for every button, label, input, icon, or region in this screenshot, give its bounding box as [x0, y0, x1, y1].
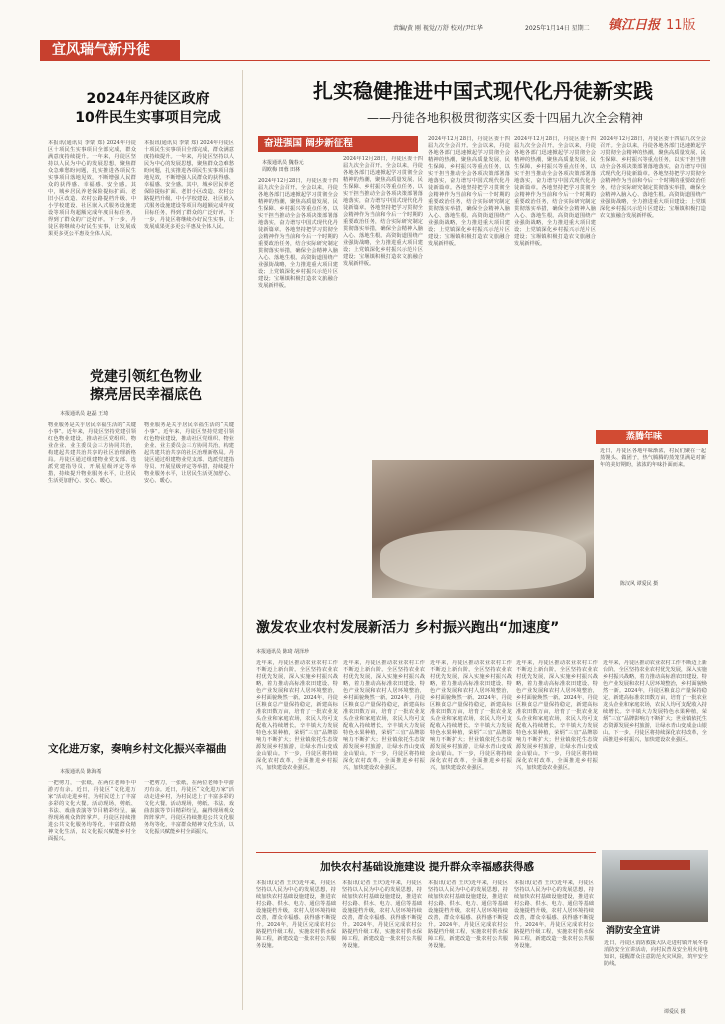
agri-body-col5: 近年来，丹徒区推动农业农村工作不断迈上新台阶。全区坚持农业农村优先发展，深入实施乡村振兴战略，着力推动高标准农田建设、特色产业发展和农村人居环境整治，乡村面貌焕然一新。2024年，丹徒区粮食总产量保持稳定，新建高标准农田数万亩，培育了一批农业龙头企业和家庭农场，农民人均可支配收入持续增长。辛丰镇大力发展特色水果种植，荣炳“三宜”品牌影响力不断扩大；世业镇依托生态资源发展乡村旅游，让绿水青山变成金山银山。下一步，丹徒区将持续深化农村改革，全面推进乡村振兴，加快建设农业强区。: [603, 660, 707, 743]
agri-body-col1: 近年来，丹徒区推动农业农村工作不断迈上新台阶。全区坚持农业农村优先发展，深入实施乡村振兴战略，着力推动高标准农田建设、特色产业发展和农村人居环境整治，乡村面貌焕然一新。2024年，丹徒区粮食总产量保持稳定，新建高标准农田数万亩，培育了一批农业龙头企业和家庭农场，农民人均可支配收入持续增长。辛丰镇大力发展特色水果种植，荣炳“三宜”品牌影响力不断扩大；世业镇依托生态资源发展乡村旅游，让绿水青山变成金山银山。下一步，丹徒区将持续深化农村改革，全面推进乡村振兴，加快建设农业强区。: [256, 660, 338, 771]
masthead-info: 责编/黄 刚 视觉/万舒 校对/尹红华: [393, 25, 483, 32]
masthead-rule: [40, 60, 710, 61]
fire-caption: 近日，丹徒区消防救援大队走进村镇开展冬春消防安全宣讲活动，向村民普及安全用火用电知识，提醒群众注意防范火灾风险，筑牢安全防线。: [604, 940, 708, 967]
health-title: 加快农村基础设施建设 提升群众幸福感获得感: [320, 861, 534, 873]
sidebar-photo: [372, 460, 594, 598]
steamer-shape: [380, 530, 586, 590]
agri-body-col2: 近年来，丹徒区推动农业农村工作不断迈上新台阶。全区坚持农业农村优先发展，深入实施乡村振兴战略，着力推动高标准农田建设、特色产业发展和农村人居环境整治，乡村面貌焕然一新。2024年，丹徒区粮食总产量保持稳定，新建高标准农田数万亩，培育了一批农业龙头企业和家庭农场，农民人均可支配收入持续增长。辛丰镇大力发展特色水果种植，荣炳“三宜”品牌影响力不断扩大；世业镇依托生态资源发展乡村旅游，让绿水青山变成金山银山。下一步，丹徒区将持续深化农村改革，全面推进乡村振兴，加快建设农业强区。: [343, 660, 425, 771]
health-body-col3: 本报讯(记者 王庆)近年来，丹徒区坚持以人民为中心的发展思想，持续加快农村基础设施建设，推进农村公路、供水、电力、通信等基础设施提档升级，农村人居环境持续改善，群众幸福感、获得感不断提升。2024年，丹徒区完成农村公路提档升级工程，实施农村供水保障工程，新建改造一批农村公共服务设施。: [428, 880, 508, 949]
masthead: [0, 0, 725, 58]
sidebar-caption: 近日，丹徒区各地年味渐浓，村民们聚在一起蒸馒头、做团子，热气腾腾的蒸笼里满是对新年的美好期盼，浓浓的年味扑面而来。: [600, 448, 706, 468]
middle-left-byline: 本报通讯员 赵磊 王琦: [60, 411, 109, 417]
top-left-title: 2024年丹徒区政府 10件民生实事项目完成: [75, 91, 221, 126]
agri-byline: 本报通讯员 陈琦 胡泽珍: [256, 649, 310, 655]
sidebar-credit: 陈汉风 谭爱民 摄: [620, 581, 659, 587]
lead-body-col1: 2024年12月28日，丹徒区委十四届九次全会召开。全会以来，丹徒各地各部门迅速掀起学习贯彻全会精神的热潮，聚焦高质量发展、民生保障、乡村振兴等重点任务，以实干担当推动全会各项决策部署落地落实，奋力谱写中国式现代化丹徒新篇章。各地坚持把学习贯彻全会精神作为当前和今后一个时期的重要政治任务，结合实际研究制定贯彻落实举措，确保全会精神入脑入心、落地生根。高资街道围绕产业强街战略，全力推进重大项目建设；上党镇深化乡村振兴示范片区建设；宝堰镇积极打造农文旅融合发展新样板。: [258, 178, 338, 289]
fire-photo: [602, 850, 708, 922]
health-body-col4: 本报讯(记者 王庆)近年来，丹徒区坚持以人民为中心的发展思想，持续加快农村基础设施建设，推进农村公路、供水、电力、通信等基础设施提档升级，农村人居环境持续改善，群众幸福感、获得感不断提升。2024年，丹徒区完成农村公路提档升级工程，实施农村供水保障工程，新建改造一批农村公共服务设施。: [514, 880, 594, 949]
lead-body-col2: 2024年12月28日，丹徒区委十四届九次全会召开。全会以来，丹徒各地各部门迅速掀起学习贯彻全会精神的热潮，聚焦高质量发展、民生保障、乡村振兴等重点任务，以实干担当推动全会各项决策部署落地落实，奋力谱写中国式现代化丹徒新篇章。各地坚持把学习贯彻全会精神作为当前和今后一个时期的重要政治任务，结合实际研究制定贯彻落实举措，确保全会精神入脑入心、落地生根。高资街道围绕产业强街战略，全力推进重大项目建设；上党镇深化乡村振兴示范片区建设；宝堰镇积极打造农文旅融合发展新样板。: [343, 156, 423, 267]
agri-body-col4: 近年来，丹徒区推动农业农村工作不断迈上新台阶。全区坚持农业农村优先发展，深入实施乡村振兴战略，着力推动高标准农田建设、特色产业发展和农村人居环境整治，乡村面貌焕然一新。2024年，丹徒区粮食总产量保持稳定，新建高标准农田数万亩，培育了一批农业龙头企业和家庭农场，农民人均可支配收入持续增长。辛丰镇大力发展特色水果种植，荣炳“三宜”品牌影响力不断扩大；世业镇依托生态资源发展乡村旅游，让绿水青山变成金山银山。下一步，丹徒区将持续深化农村改革，全面推进乡村振兴，加快建设农业强区。: [516, 660, 598, 771]
top-left-body: 本报讯(通讯员 李蒙 郑) 2024年丹徒区十项民生实事项目全部完成，群众满意度持续提升。一年来，丹徒区坚持以人民为中心的发展思想，聚焦群众急难愁盼问题，扎实推进各项民生实事项目落地见效，不断增强人民群众的获得感、幸福感、安全感。其中，城乡居民养老保险提标扩面、老旧小区改造、农村公路提档升级、中小学校建设、社区嵌入式服务设施建设等项目均超额完成年度目标任务，得到了群众的广泛好评。下一步，丹徒区将继续办好民生实事，让发展成果更多更公平惠及全体人民。: [48, 140, 136, 237]
middle-left-title: 党建引领红色物业 擦亮居民幸福底色: [90, 369, 202, 403]
agri-title: 激发农业农村发展新活力 乡村振兴跑出“加速度”: [256, 620, 560, 636]
bottom-left-body-2: 一把剪刀，一张纸，在两位老师手中游刃有余。近日，丹徒区“文化进万家”活动走进乡村，为村民送上了丰富多彩的文化大餐。活动现场，剪纸、书法、戏曲表演等节目精彩纷呈，赢得现场观众阵阵掌声。丹徒区持续推进公共文化服务均等化，丰富群众精神文化生活，以文化振兴赋能乡村全面振兴。: [144, 780, 234, 835]
bottom-left-body: 一把剪刀，一张纸，在两位老师手中游刃有余。近日，丹徒区“文化进万家”活动走进乡村，为村民送上了丰富多彩的文化大餐。活动现场，剪纸、书法、戏曲表演等节目精彩纷呈，赢得现场观众阵阵掌声。丹徒区持续推进公共文化服务均等化，丰富群众精神文化生活，以文化振兴赋能乡村全面振兴。: [48, 780, 136, 842]
lead-banner-text: 奋进强国 阔步新征程: [264, 138, 353, 149]
health-body-col1: 本报讯(记者 王庆)近年来，丹徒区坚持以人民为中心的发展思想，持续加快农村基础设施建设，推进农村公路、供水、电力、通信等基础设施提档升级，农村人居环境持续改善，群众幸福感、获得感不断提升。2024年，丹徒区完成农村公路提档升级工程，实施农村供水保障工程，新建改造一批农村公共服务设施。: [256, 880, 336, 949]
health-body-col2: 本报讯(记者 王庆)近年来，丹徒区坚持以人民为中心的发展思想，持续加快农村基础设施建设，推进农村公路、供水、电力、通信等基础设施提档升级，农村人居环境持续改善，群众幸福感、获得感不断提升。2024年，丹徒区完成农村公路提档升级工程，实施农村供水保障工程，新建改造一批农村公共服务设施。: [342, 880, 422, 949]
lead-body-col4: 2024年12月28日，丹徒区委十四届九次全会召开。全会以来，丹徒各地各部门迅速掀起学习贯彻全会精神的热潮，聚焦高质量发展、民生保障、乡村振兴等重点任务，以实干担当推动全会各项决策部署落地落实，奋力谱写中国式现代化丹徒新篇章。各地坚持把学习贯彻全会精神作为当前和今后一个时期的重要政治任务，结合实际研究制定贯彻落实举措，确保全会精神入脑入心、落地生根。高资街道围绕产业强街战略，全力推进重大项目建设；上党镇深化乡村振兴示范片区建设；宝堰镇积极打造农文旅融合发展新样板。: [514, 136, 596, 247]
page-number: 11版: [666, 18, 696, 33]
bottom-left-title: 文化进万家，奏响乡村文化振兴幸福曲: [48, 743, 227, 755]
column-divider: [242, 70, 243, 1010]
agri-body-col3: 近年来，丹徒区推动农业农村工作不断迈上新台阶。全区坚持农业农村优先发展，深入实施乡村振兴战略，着力推动高标准农田建设、特色产业发展和农村人居环境整治，乡村面貌焕然一新。2024年，丹徒区粮食总产量保持稳定，新建高标准农田数万亩，培育了一批农业龙头企业和家庭农场，农民人均可支配收入持续增长。辛丰镇大力发展特色水果种植，荣炳“三宜”品牌影响力不断扩大；世业镇依托生态资源发展乡村旅游，让绿水青山变成金山银山。下一步，丹徒区将持续深化农村改革，全面推进乡村振兴，加快建设农业强区。: [430, 660, 512, 771]
fire-title: 消防安全宣讲: [606, 926, 661, 936]
masthead-date: 2025年1月14日 星期二: [525, 25, 590, 32]
middle-left-body-2: 物业服务是关乎居民幸福生活的“关键小事”。近年来，丹徒区坚持党建引领红色物业建设，推动社区党组织、物业企业、业主委员会三方协同共治，构建起共建共治共享的社区治理新格局。丹徒区通过组建物业党支部、选派党建指导员、开展星级评定等举措，持续提升物业服务水平，让居民生活更加舒心、安心、暖心。: [144, 422, 234, 484]
middle-left-body: 物业服务是关乎居民幸福生活的“关键小事”。近年来，丹徒区坚持党建引领红色物业建设，推动社区党组织、物业企业、业主委员会三方协同共治，构建起共建共治共享的社区治理新格局。丹徒区通过组建物业党支部、选派党建指导员、开展星级评定等举措，持续提升物业服务水平，让居民生活更加舒心、安心、暖心。: [48, 422, 136, 484]
paper-name: 镇江日报: [608, 18, 661, 33]
banner-shape: [620, 860, 690, 870]
health-rule: [256, 852, 596, 853]
sidebar-title: 蒸腾年味: [626, 432, 663, 442]
lead-body-col3: 2024年12月28日，丹徒区委十四届九次全会召开。全会以来，丹徒各地各部门迅速掀起学习贯彻全会精神的热潮，聚焦高质量发展、民生保障、乡村振兴等重点任务，以实干担当推动全会各项决策部署落地落实，奋力谱写中国式现代化丹徒新篇章。各地坚持把学习贯彻全会精神作为当前和今后一个时期的重要政治任务，结合实际研究制定贯彻落实举措，确保全会精神入脑入心、落地生根。高资街道围绕产业强街战略，全力推进重大项目建设；上党镇深化乡村振兴示范片区建设；宝堰镇积极打造农文旅融合发展新样板。: [428, 136, 510, 247]
lead-subtitle: ——丹徒各地积极贯彻落实区委十四届九次全会精神: [366, 111, 643, 125]
section-title: 宜风瑞气新丹徒: [52, 42, 150, 58]
top-left-body-2: 本报讯(通讯员 李蒙 郑) 2024年丹徒区十项民生实事项目全部完成，群众满意度持续提升。一年来，丹徒区坚持以人民为中心的发展思想，聚焦群众急难愁盼问题，扎实推进各项民生实事项目落地见效，不断增强人民群众的获得感、幸福感、安全感。其中，城乡居民养老保险提标扩面、老旧小区改造、农村公路提档升级、中小学校建设、社区嵌入式服务设施建设等项目均超额完成年度目标任务，得到了群众的广泛好评。下一步，丹徒区将继续办好民生实事，让发展成果更多更公平惠及全体人民。: [144, 140, 234, 230]
lead-body-col5: 2024年12月28日，丹徒区委十四届九次全会召开。全会以来，丹徒各地各部门迅速掀起学习贯彻全会精神的热潮，聚焦高质量发展、民生保障、乡村振兴等重点任务，以实干担当推动全会各项决策部署落地落实，奋力谱写中国式现代化丹徒新篇章。各地坚持把学习贯彻全会精神作为当前和今后一个时期的重要政治任务，结合实际研究制定贯彻落实举措，确保全会精神入脑入心、落地生根。高资街道围绕产业强街战略，全力推进重大项目建设；上党镇深化乡村振兴示范片区建设；宝堰镇积极打造农文旅融合发展新样板。: [600, 136, 706, 219]
fire-credit: 谭爱民 摄: [664, 1009, 686, 1015]
lead-title: 扎实稳健推进中国式现代化丹徒新实践: [313, 79, 653, 103]
bottom-left-byline: 本报通讯员 陈海希: [60, 769, 102, 775]
lead-byline: 本报通讯员 魏春元 周欧梅 田蓉 田林: [262, 160, 304, 173]
